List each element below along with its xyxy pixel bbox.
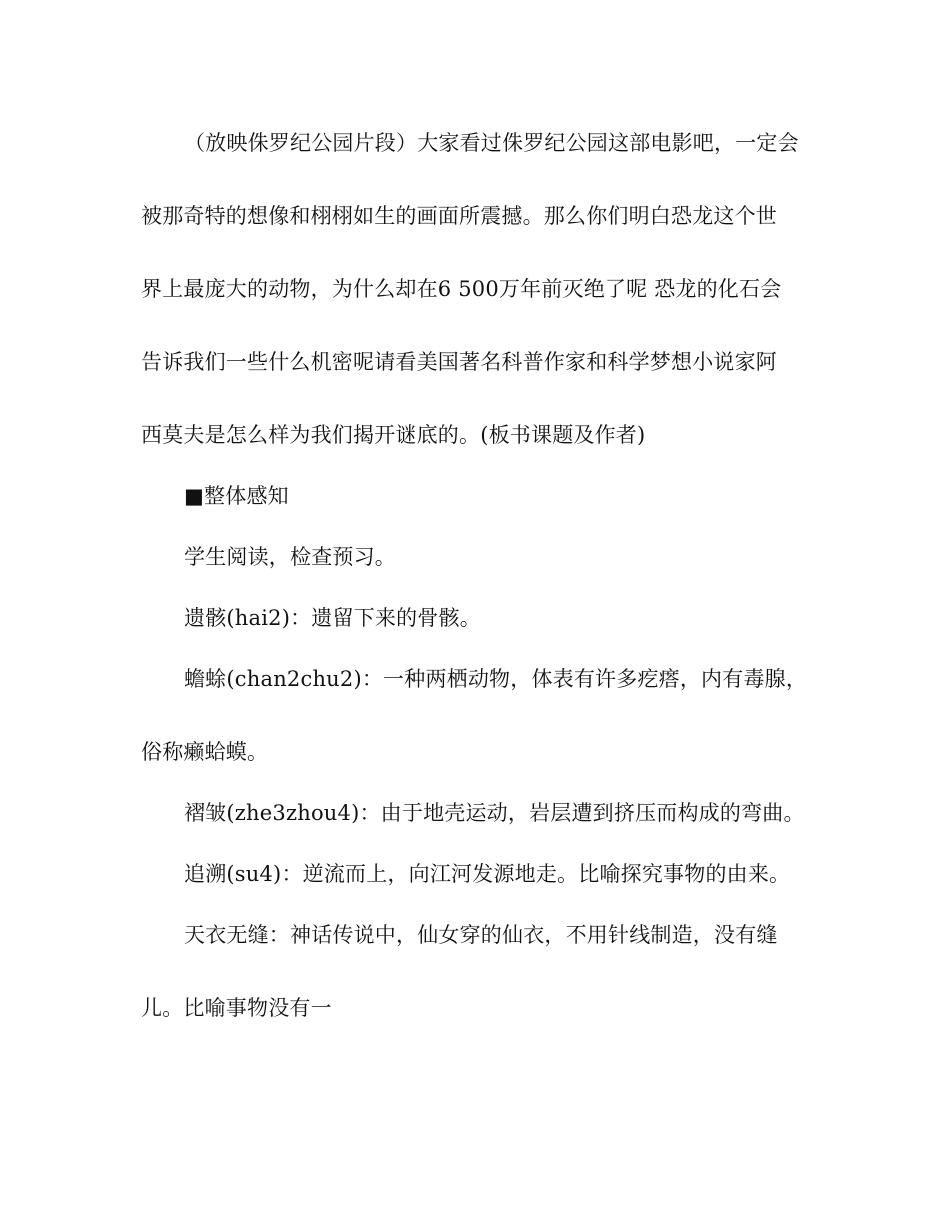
paragraph-intro-line-3: 界上最庞大的动物，为什么却在6 500万年前灭绝了呢 恐龙的化石会 [141,277,782,301]
vocab-item-yihai: 遗骸(hai2)：遗留下来的骨骸。 [184,606,481,630]
vocab-item-zhuisu: 追溯(su4)：逆流而上，向江河发源地走。比喻探究事物的由来。 [184,862,791,886]
vocab-item-chanchu-line-2: 俗称癞蛤蟆。 [141,740,269,764]
section-heading-overall-perception: ■整体感知 [184,484,289,508]
vocab-item-chanchu-line-1: 蟾蜍(chan2chu2)：一种两栖动物，体表有许多疙瘩，内有毒腺， [184,667,808,691]
paragraph-intro-line-5: 西莫夫是怎么样为我们揭开谜底的。(板书课题及作者) [141,423,646,447]
vocab-item-tianyiwufeng-line-2: 儿。比喻事物没有一 [141,996,332,1020]
paragraph-intro-line-1: （放映侏罗纪公园片段）大家看过侏罗纪公园这部电影吧，一定会 [184,131,799,155]
paragraph-intro-line-2: 被那奇特的想像和栩栩如生的画面所震撼。那么你们明白恐龙这个世 [141,204,777,228]
paragraph-intro-line-4: 告诉我们一些什么机密呢请看美国著名科普作家和科学梦想小说家阿 [141,350,777,374]
vocab-item-zhezhou: 褶皱(zhe3zhou4)：由于地壳运动，岩层遭到挤压而构成的弯曲。 [184,801,805,825]
instruction-line: 学生阅读，检查预习。 [184,545,396,569]
vocab-item-tianyiwufeng-line-1: 天衣无缝：神话传说中，仙女穿的仙衣，不用针线制造，没有缝 [184,923,778,947]
